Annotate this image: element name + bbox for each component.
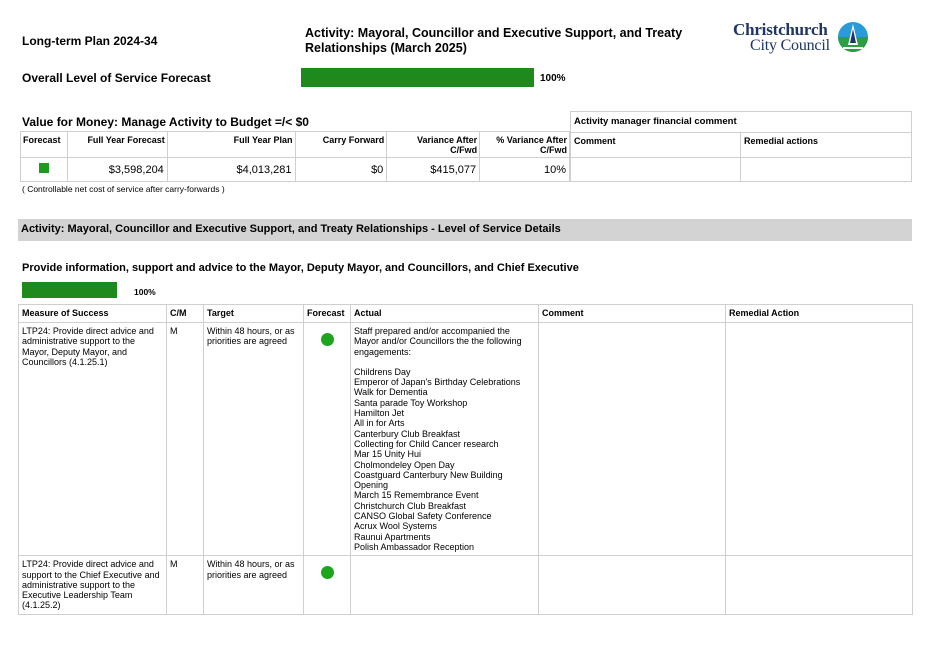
logo-line-1: Christchurch: [733, 20, 828, 39]
logo-line-2: City Council: [750, 37, 830, 54]
forecast-cell: [304, 323, 351, 556]
engagement-item: Canterbury Club Breakfast: [354, 428, 461, 439]
vfm-full-year-plan: $4,013,281: [167, 158, 295, 182]
remedial-cell: [726, 556, 913, 614]
los-details-table: [18, 304, 913, 615]
table-row: [19, 323, 913, 556]
vfm-col-pct-variance-after: % Variance After C/Fwd: [480, 132, 570, 158]
engagement-item: Walk for Dementia: [354, 387, 428, 398]
actual-intro: Staff prepared and/or accompanied the Mayor and/or Councillors the the following engagements:: [354, 326, 522, 357]
vfm-note: ( Controllable net cost of service after carry-forwards ): [22, 184, 225, 194]
details-col-comment: Comment: [539, 305, 726, 323]
financial-comment-divider: [571, 157, 911, 158]
cm-cell: M: [167, 556, 204, 614]
overall-progress-fill: [301, 68, 534, 87]
actual-cell: [351, 556, 539, 614]
financial-comment-box: [570, 111, 912, 182]
comment-cell: [539, 323, 726, 556]
forecast-status-square-icon: [39, 163, 49, 173]
vfm-variance-after: $415,077: [387, 158, 480, 182]
subsection-progress-bar: [22, 282, 117, 298]
vfm-pct-variance-after: 10%: [480, 158, 570, 182]
vfm-col-full-year-plan: Full Year Plan: [167, 132, 295, 158]
measure-cell: LTP24: Provide direct advice and support to the Chief Executive and administrative support to the Executive Leadership Team (4.1.25.2): [19, 556, 167, 614]
details-col-target: Target: [204, 305, 304, 323]
vfm-header-row: [21, 132, 570, 158]
vfm-col-variance-after: Variance After C/Fwd: [387, 132, 480, 158]
forecast-status-dot-icon: [321, 566, 334, 579]
forecast-status-dot-icon: [321, 333, 334, 346]
subsection-title: Provide information, support and advice to the Mayor, Deputy Mayor, and Councillors, and Chief Executive: [22, 262, 579, 274]
forecast-cell: [304, 556, 351, 614]
vfm-title: Value for Money: Manage Activity to Budget =/< $0: [22, 115, 309, 129]
financial-comment-label: Comment: [571, 133, 741, 181]
engagement-item: Collecting for Child Cancer research: [354, 438, 499, 449]
engagement-item: Raunui Apartments: [354, 531, 431, 542]
target-cell: Within 48 hours, or as priorities are agreed: [204, 323, 304, 556]
vfm-col-forecast: Forecast: [21, 132, 68, 158]
comment-cell: [539, 556, 726, 614]
details-col-forecast: Forecast: [304, 305, 351, 323]
engagement-item: Santa parade Toy Workshop: [354, 397, 468, 408]
vfm-data-row: [21, 158, 570, 182]
details-header-row: [19, 305, 913, 323]
overall-los-label: Overall Level of Service Forecast: [22, 71, 211, 85]
details-col-cm: C/M: [167, 305, 204, 323]
section-title: Activity: Mayoral, Councillor and Executive Support, and Treaty Relationships - Level of Service Details: [18, 219, 912, 241]
council-logo: [733, 20, 883, 60]
engagement-item: Acrux Wool Systems: [354, 521, 437, 532]
engagement-item: CANSO Global Safety Conference: [354, 511, 492, 522]
remedial-actions-label: Remedial actions: [744, 136, 819, 146]
vfm-carry-forward: $0: [295, 158, 387, 182]
engagement-item: Childrens Day: [354, 366, 411, 377]
engagement-item: Cholmondeley Open Day: [354, 459, 455, 470]
engagement-item: Coastguard Canterbury New Building Opening: [354, 469, 503, 491]
measure-cell: LTP24: Provide direct advice and administrative support to the Mayor, Deputy Mayor, and Councillors (4.1.25.1): [19, 323, 167, 556]
engagement-item: Hamilton Jet: [354, 408, 405, 419]
financial-comment-title: Activity manager financial comment: [571, 112, 911, 133]
plan-title: Long-term Plan 2024-34: [22, 34, 158, 48]
remedial-cell: [726, 323, 913, 556]
engagement-item: All in for Arts: [354, 418, 405, 429]
details-col-remedial: Remedial Action: [726, 305, 913, 323]
engagement-list: [354, 367, 535, 552]
vfm-col-full-year-forecast: Full Year Forecast: [67, 132, 167, 158]
subsection-progress-fill: [22, 282, 117, 298]
activity-title: Activity: Mayoral, Councillor and Executive Support, and Treaty Relationships (March 2025): [305, 26, 683, 55]
engagement-item: Emperor of Japan's Birthday Celebrations: [354, 377, 521, 388]
overall-progress-percent: 100%: [540, 73, 566, 84]
details-col-measure: Measure of Success: [19, 305, 167, 323]
engagement-item: Mar 15 Unity Hui: [354, 449, 422, 460]
cathedral-emblem-icon: [837, 21, 869, 55]
vfm-col-carry-forward: Carry Forward: [295, 132, 387, 158]
subsection-progress-percent: 100%: [134, 287, 156, 297]
actual-cell: [351, 323, 539, 556]
details-col-actual: Actual: [351, 305, 539, 323]
target-cell: Within 48 hours, or as priorities are agreed: [204, 556, 304, 614]
engagement-item: Polish Ambassador Reception: [354, 541, 475, 552]
overall-progress-bar: [301, 68, 534, 87]
engagement-item: Christchurch Club Breakfast: [354, 500, 467, 511]
vfm-forecast-cell: [21, 158, 68, 182]
table-row: [19, 556, 913, 614]
vfm-table: [20, 131, 570, 182]
vfm-full-year-forecast: $3,598,204: [67, 158, 167, 182]
engagement-item: March 15 Remembrance Event: [354, 490, 479, 501]
cm-cell: M: [167, 323, 204, 556]
